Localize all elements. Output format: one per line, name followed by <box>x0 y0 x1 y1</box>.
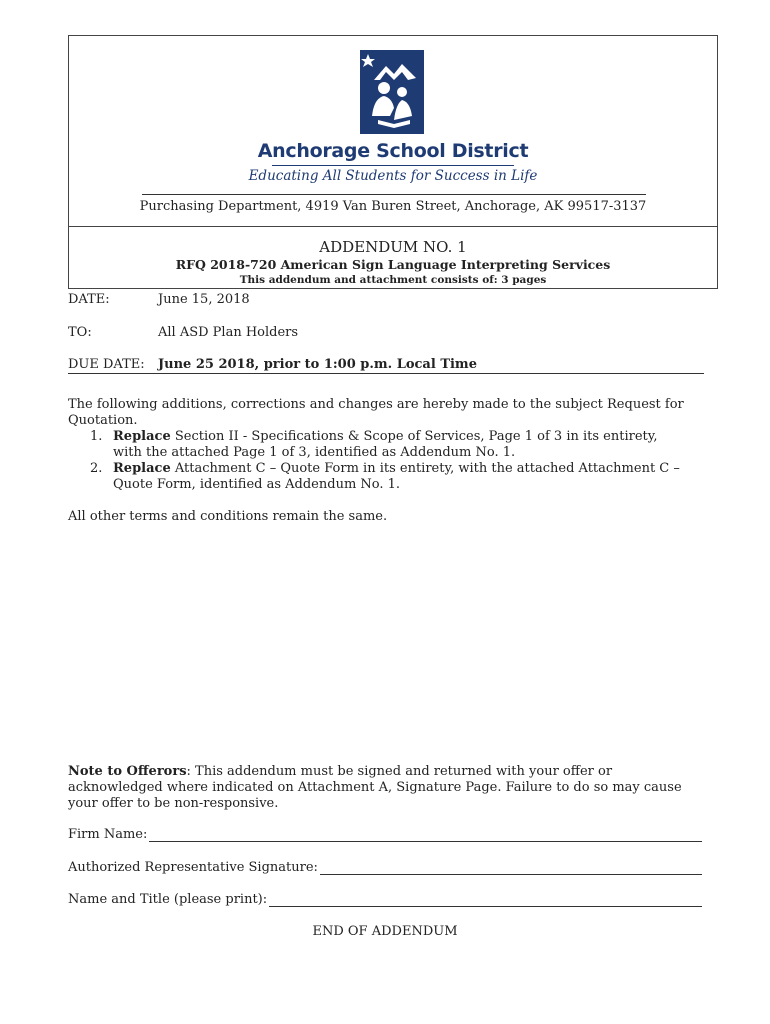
name-title-label: Name and Title (please print): <box>68 892 268 907</box>
list-item-text: Section II - Specifications & Scope of Services, Page 1 of 3 in its entirety, with the attached Page 1 of 3, identified as Addendum No. 1. <box>113 429 658 460</box>
address: Purchasing Department, 4919 Van Buren Street, Anchorage, AK 99517-3137 <box>139 199 647 214</box>
note-label: Note to Offerors <box>68 764 187 779</box>
name-title-field[interactable] <box>269 892 702 907</box>
page-count-note: This addendum and attachment consists of: 3 pages <box>239 274 547 286</box>
firm-name-label: Firm Name: <box>68 827 148 842</box>
end-of-addendum: END OF ADDENDUM <box>312 924 458 939</box>
org-underline <box>272 165 514 166</box>
tagline: Educating All Students for Success in Life <box>248 168 538 184</box>
org-name: Anchorage School District <box>257 140 529 162</box>
district-logo <box>360 50 424 134</box>
firm-name-field[interactable] <box>149 827 702 842</box>
firm-name-row <box>68 827 702 842</box>
list-item <box>90 429 688 461</box>
due-date-label: DUE DATE: <box>68 357 145 372</box>
list-item-number: 1. <box>90 429 103 444</box>
rep-signature-field[interactable] <box>320 860 702 875</box>
address-divider <box>142 194 646 195</box>
note-text: : This addendum must be signed and returned with your offer or acknowledged where indicated on Attachment A, Signature Page. Failure to do so may cause your offer to be non-responsive. <box>68 764 682 811</box>
name-title-row <box>68 892 702 907</box>
change-list <box>90 429 688 493</box>
date-value: June 15, 2018 <box>158 292 250 307</box>
rfq-title: RFQ 2018-720 American Sign Language Interpreting Services <box>175 257 611 272</box>
date-label: DATE: <box>68 292 110 307</box>
list-item-number: 2. <box>90 461 103 476</box>
to-value: All ASD Plan Holders <box>158 325 299 340</box>
to-label: TO: <box>68 325 92 340</box>
addendum-title: ADDENDUM NO. 1 <box>319 238 467 256</box>
list-item-action: Replace <box>113 461 171 476</box>
closing-text: All other terms and conditions remain the same. <box>68 509 388 524</box>
list-item-action: Replace <box>113 429 171 444</box>
due-date-divider <box>68 373 704 374</box>
rep-signature-row <box>68 860 702 875</box>
intro-text: The following additions, corrections and changes are hereby made to the subject Request for Quotation. <box>68 397 684 428</box>
list-item <box>90 461 688 493</box>
due-date-value: June 25 2018, prior to 1:00 p.m. Local Time <box>158 357 477 372</box>
rep-signature-label: Authorized Representative Signature: <box>68 860 318 875</box>
list-item-text: Attachment C – Quote Form in its entirety, with the attached Attachment C – Quote Form, identified as Addendum No. 1. <box>113 461 680 492</box>
note-to-offerors <box>68 764 704 812</box>
